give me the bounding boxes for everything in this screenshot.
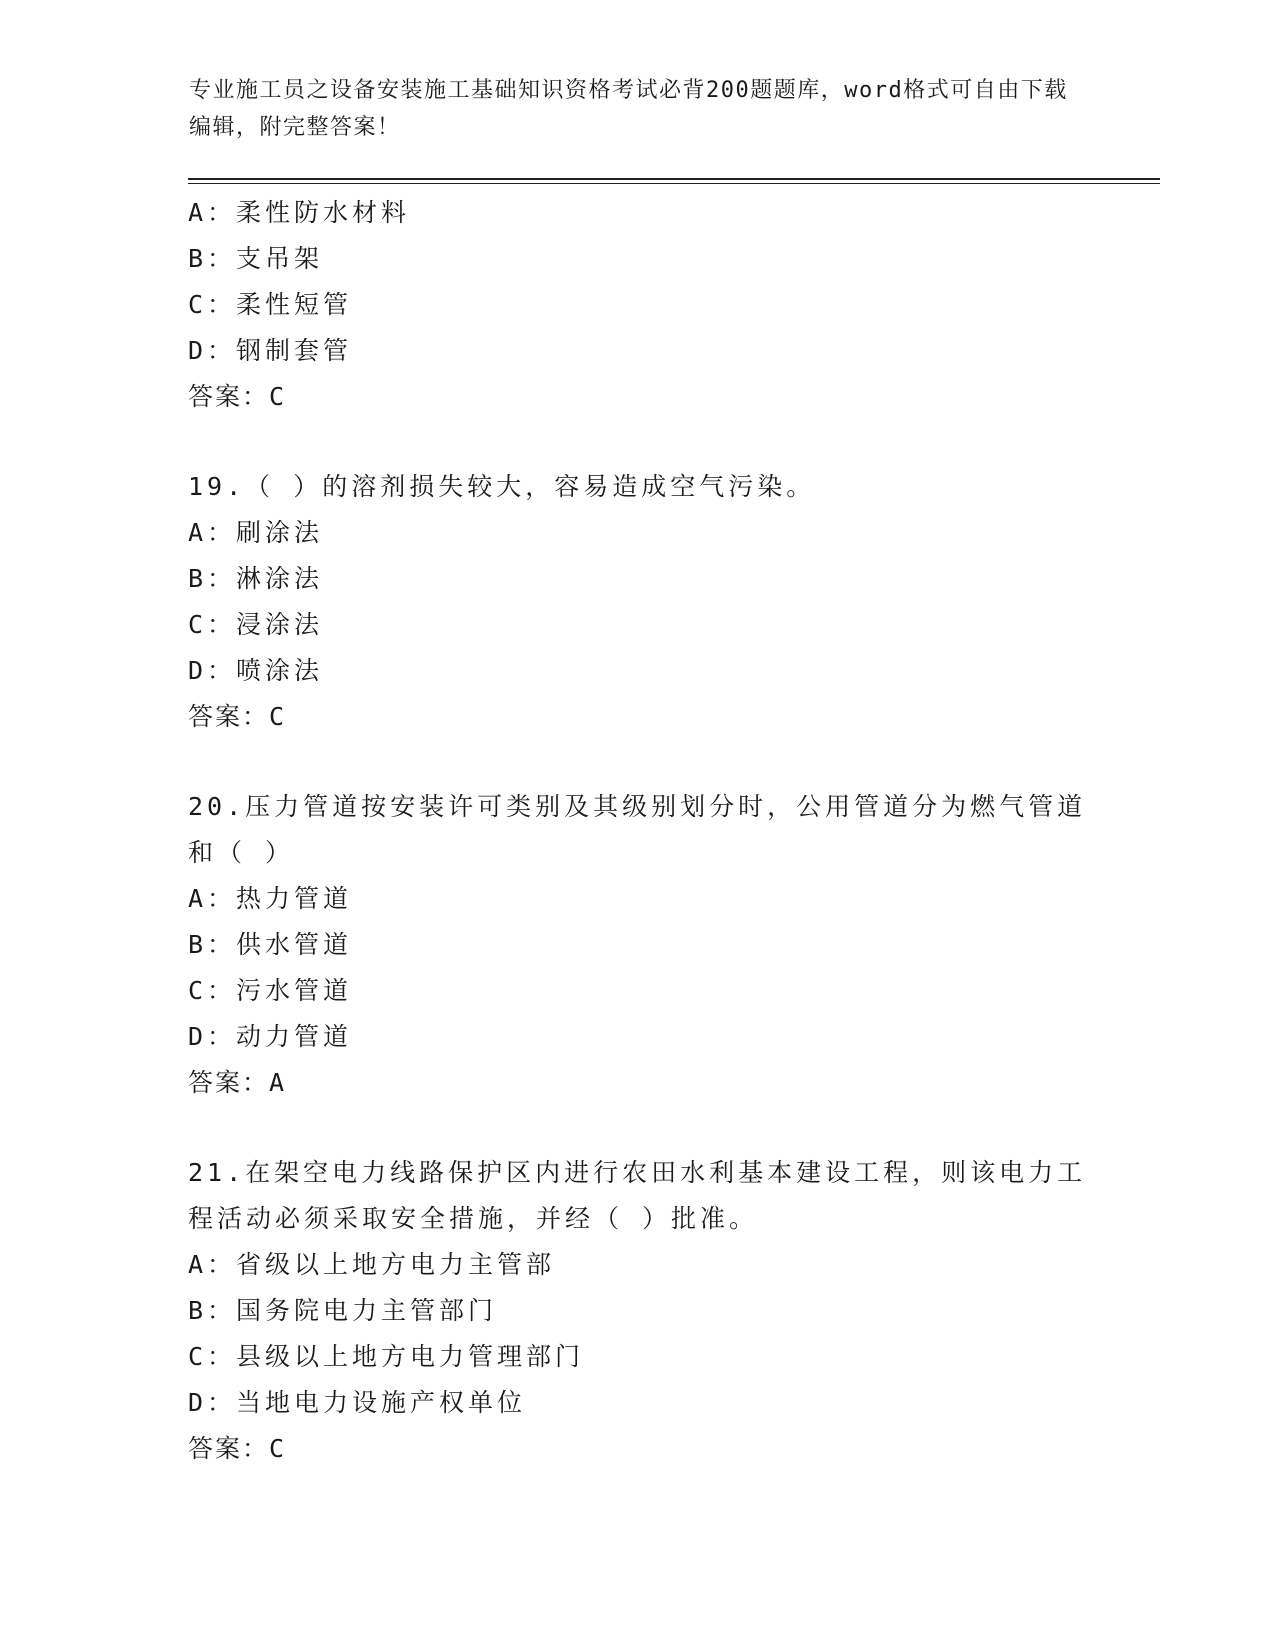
answer-value: C xyxy=(269,1434,287,1463)
answer-label: 答案： xyxy=(188,382,270,411)
option-a: A：刷涂法 xyxy=(188,518,324,547)
question-19 xyxy=(188,464,1088,740)
question-20 xyxy=(188,784,1088,1106)
option-c: C：污水管道 xyxy=(188,976,353,1005)
option-b: B：淋涂法 xyxy=(188,564,324,593)
answer-line xyxy=(188,1060,1088,1106)
option-d: D：喷涂法 xyxy=(188,656,324,685)
option-a: A：柔性防水材料 xyxy=(188,198,411,227)
answer-line xyxy=(188,694,1088,740)
option-c: C：柔性短管 xyxy=(188,290,353,319)
question-text: 21.在架空电力线路保护区内进行农田水利基本建设工程，则该电力工程活动必须采取安全措施，并经（ ）批准。 xyxy=(188,1158,1087,1233)
answer-value: A xyxy=(269,1068,287,1097)
answer-value: C xyxy=(269,382,287,411)
option-d: D：动力管道 xyxy=(188,1022,353,1051)
option-b: B：支吊架 xyxy=(188,244,324,273)
option-b: B：国务院电力主管部门 xyxy=(188,1296,498,1325)
question-18 xyxy=(188,190,1088,420)
question-list xyxy=(188,190,1088,1472)
answer-line xyxy=(188,1426,1088,1472)
option-d: D：钢制套管 xyxy=(188,336,353,365)
answer-label: 答案： xyxy=(188,702,270,731)
header-divider-thin xyxy=(188,183,1160,184)
question-21 xyxy=(188,1150,1088,1472)
answer-line xyxy=(188,374,1088,420)
option-a: A：热力管道 xyxy=(188,884,353,913)
header-divider-thick xyxy=(188,178,1160,180)
option-d: D：当地电力设施产权单位 xyxy=(188,1388,527,1417)
question-text: 20.压力管道按安装许可类别及其级别划分时，公用管道分为燃气管道和（ ） xyxy=(188,792,1087,867)
option-c: C：县级以上地方电力管理部门 xyxy=(188,1342,585,1371)
option-c: C：浸涂法 xyxy=(188,610,324,639)
answer-label: 答案： xyxy=(188,1068,270,1097)
answer-value: C xyxy=(269,702,287,731)
option-a: A：省级以上地方电力主管部 xyxy=(188,1250,556,1279)
option-b: B：供水管道 xyxy=(188,930,353,959)
answer-label: 答案： xyxy=(188,1434,270,1463)
question-text: 19.（ ）的溶剂损失较大，容易造成空气污染。 xyxy=(188,472,816,501)
document-header: 专业施工员之设备安装施工基础知识资格考试必背200题题库，word格式可自由下载编辑，附完整答案！ xyxy=(189,78,1068,140)
